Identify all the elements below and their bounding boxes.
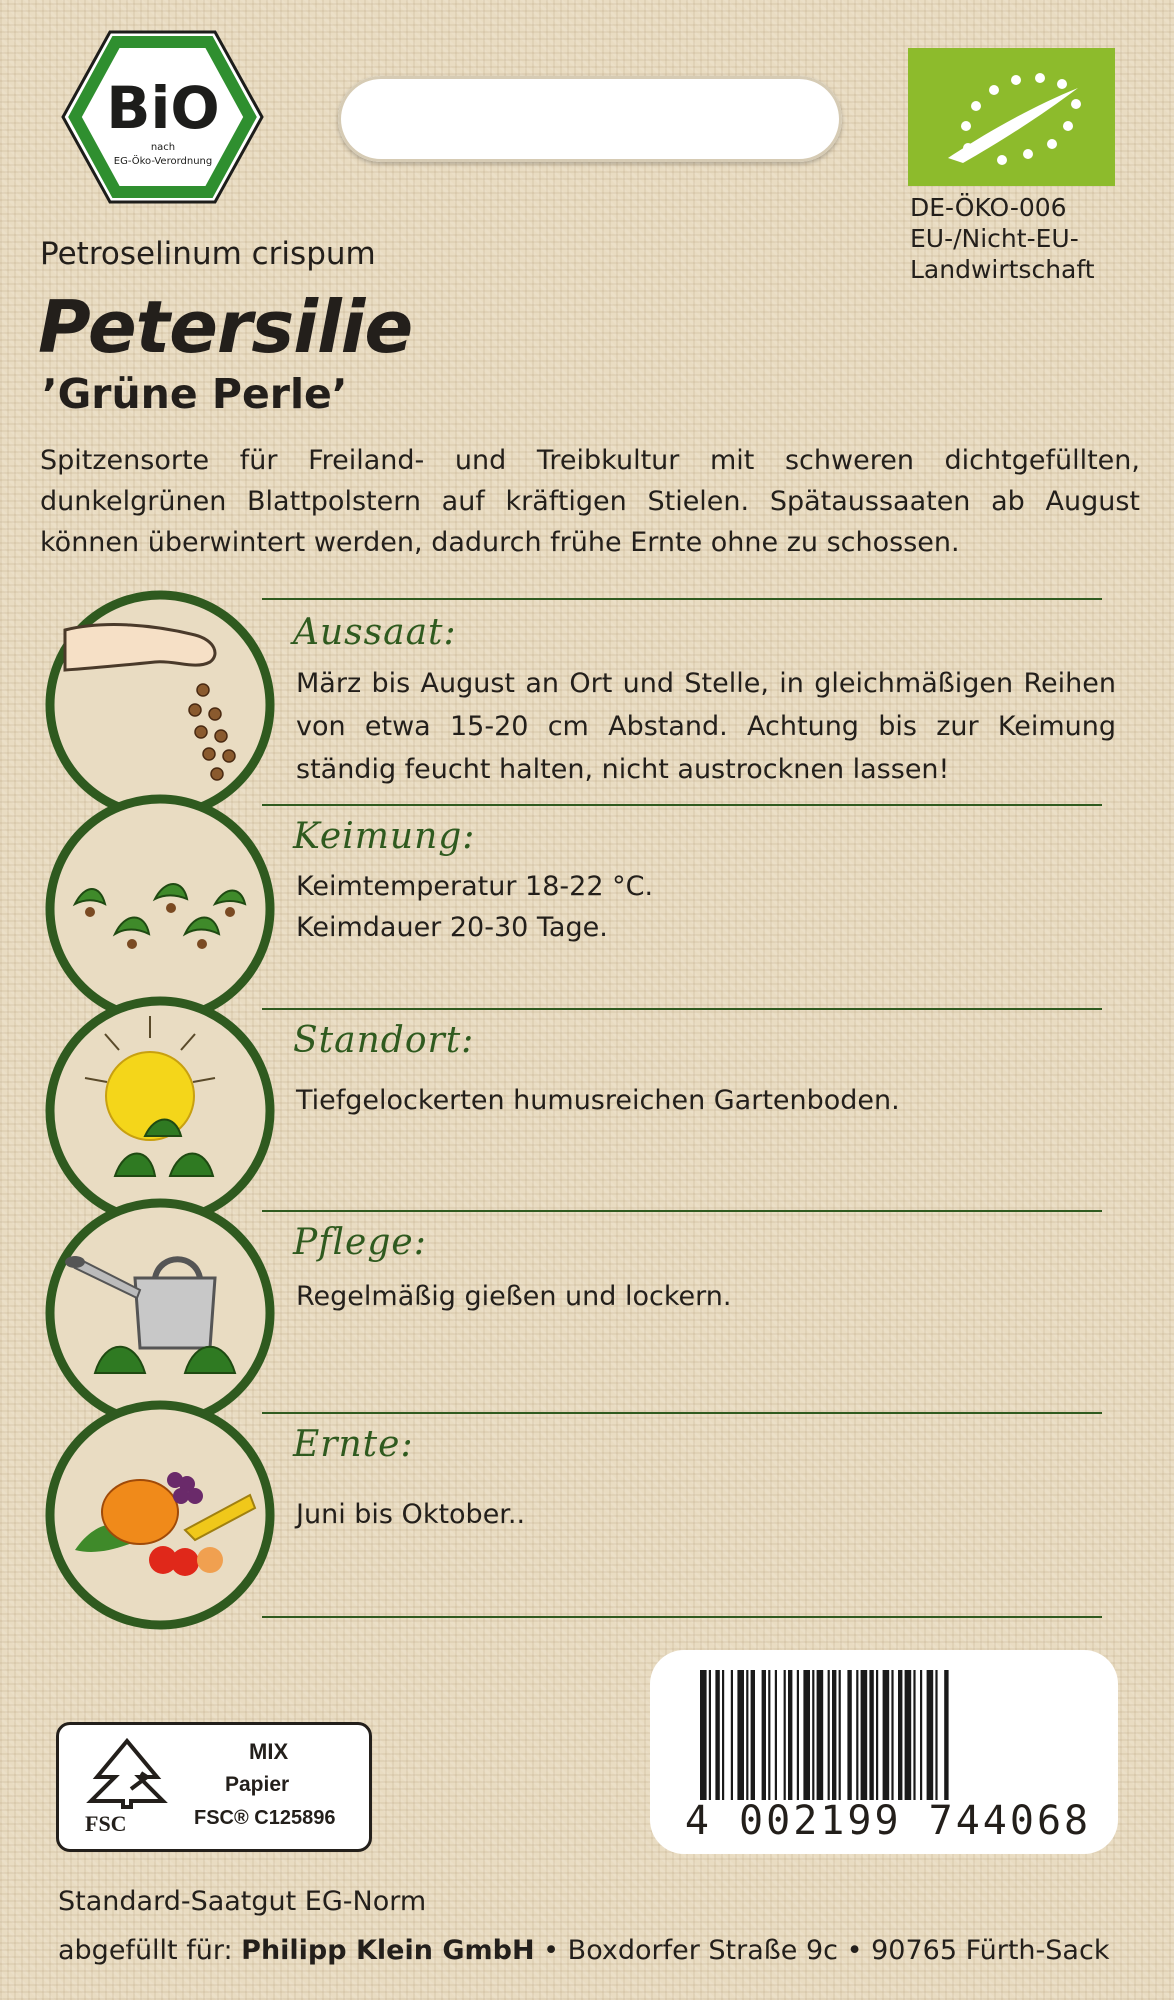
filled-for: abgefüllt für: Philipp Klein GmbH • Boxdorfer Straße 9c • 90765 Fürth-Sack — [58, 1935, 1110, 1966]
section-heading-pflege: Pflege: — [293, 1222, 427, 1263]
section-divider — [262, 1210, 1102, 1212]
eu-code: DE-ÖKO-006 EU-/Nicht-EU- Landwirtschaft — [910, 193, 1095, 284]
section-text-standort: Tiefgelockerten humusreichen Gartenboden. — [296, 1085, 900, 1116]
barcode — [650, 1650, 1118, 1854]
latin-name: Petroselinum crispum — [40, 236, 376, 272]
section-text-keimung: Keimtemperatur 18-22 °C. Keimdauer 20-30 Tage. — [296, 871, 654, 943]
section-heading-keimung: Keimung: — [293, 816, 476, 857]
bio-logo — [60, 28, 265, 206]
section-text-aussaat: März bis August an Ort und Stelle, in gleichmäßigen Reihen von etwa 15-20 cm Abstand. Achtung bis zur Keimung ständig feucht halten, nicht austrocknen lassen! — [296, 668, 1116, 785]
seedlings-icon — [45, 794, 275, 1024]
harvest-vegetables-icon — [45, 1400, 275, 1630]
sowing-hand-icon — [45, 590, 275, 820]
company-name: Philipp Klein GmbH — [241, 1935, 535, 1966]
section-text-ernte: Juni bis Oktober.. — [296, 1499, 526, 1530]
variety-name: ’Grüne Perle’ — [42, 370, 348, 418]
sun-plants-icon — [45, 996, 275, 1226]
section-divider — [262, 804, 1102, 806]
section-divider — [262, 598, 1102, 600]
section-text-pflege: Regelmäßig gießen und lockern. — [296, 1281, 732, 1312]
section-heading-standort: Standort: — [293, 1020, 475, 1061]
fsc-paper: Papier — [225, 1773, 290, 1796]
seed-standard: Standard-Saatgut EG-Norm — [58, 1886, 427, 1917]
watering-can-icon — [45, 1198, 275, 1428]
barcode-bars-icon — [700, 1670, 1070, 1800]
section-heading-aussaat: Aussaat: — [293, 612, 457, 653]
eu-organic-leaf-icon — [908, 48, 1115, 186]
fsc-wordmark: FSC — [85, 1811, 127, 1836]
fsc-label — [56, 1722, 372, 1852]
section-divider — [262, 1008, 1102, 1010]
section-heading-ernte: Ernte: — [293, 1424, 414, 1465]
product-title: Petersilie — [38, 285, 413, 369]
hang-hole — [338, 76, 842, 162]
bio-logo-text: BiO — [106, 74, 220, 142]
fsc-mix: MIX — [249, 1739, 289, 1764]
section-divider — [262, 1412, 1102, 1414]
company-address: • Boxdorfer Straße 9c • 90765 Fürth-Sack — [534, 1935, 1110, 1966]
product-description: Spitzensorte für Freiland- und Treibkultur mit schweren dichtgefüllten, dunkelgrünen Blattpolstern auf kräftigen Stielen. Spätaussaaten ab August können überwintert werden, dadurch frühe Ernte ohne zu schossen. — [40, 445, 1140, 558]
barcode-number: 4 002199 744068 — [684, 1798, 1092, 1844]
section-divider — [262, 1616, 1102, 1618]
fsc-tree-icon — [77, 1737, 177, 1809]
fsc-code: FSC® C125896 — [194, 1807, 336, 1829]
svg-text:EG-Öko-Verordnung: EG-Öko-Verordnung — [113, 156, 213, 167]
svg-text:nach: nach — [150, 142, 176, 153]
